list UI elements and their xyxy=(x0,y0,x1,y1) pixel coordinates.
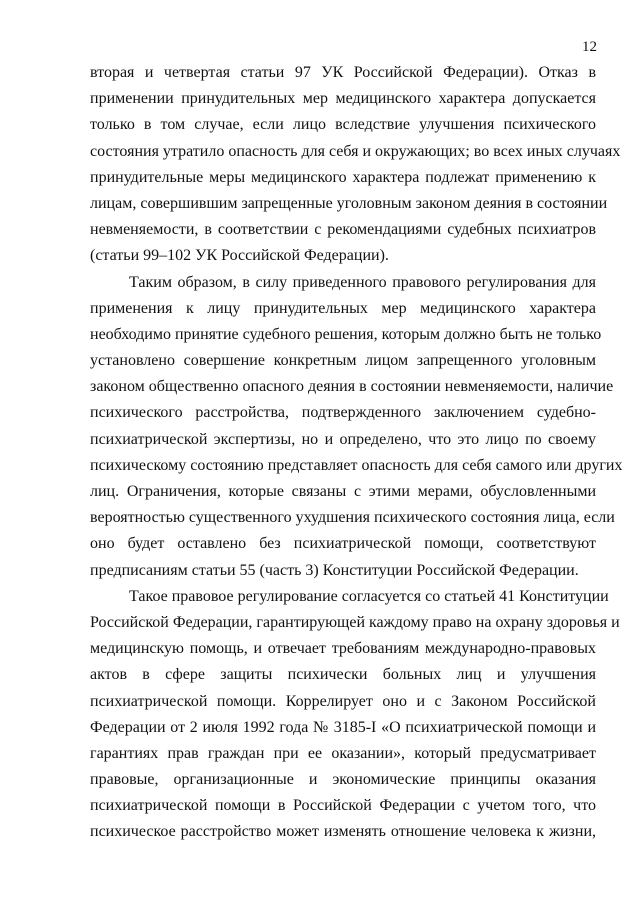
text-line: психиатрической помощи. Коррелирует оно и с Законом Российской xyxy=(90,692,596,710)
text-line: психическое расстройство может изменять отношение человека к жизни, xyxy=(90,823,596,841)
text-line: психического расстройства, подтвержденного заключением судебно- xyxy=(90,404,596,422)
paragraph-3 xyxy=(90,584,620,846)
text-line: предписаниям статьи 55 (часть 3) Конституции Российской Федерации. xyxy=(90,561,579,579)
paragraph-1 xyxy=(90,60,621,270)
text-line: оно будет оставлено без психиатрической помощи, соответствуют xyxy=(90,535,596,553)
text-line: невменяемости, в соответствии с рекомендациями судебных психиатров xyxy=(90,221,596,239)
text-line: вторая и четвертая статьи 97 УК Российской Федерации). Отказ в xyxy=(90,64,596,81)
text-line: медицинскую помощь, и отвечает требованиям международно-правовых xyxy=(90,640,596,658)
text-line: состояния утратило опасность для себя и окружающих; во всех иных случаях xyxy=(90,142,621,160)
text-line: Федерации от 2 июля 1992 года № 3185-I «О психиатрической помощи и xyxy=(90,718,596,736)
text-line: только в том случае, если лицо вследствие улучшения психического xyxy=(90,116,596,134)
page-number: 12 xyxy=(582,39,597,55)
text-line: психическому состоянию представляет опасность для себя самого или других xyxy=(90,456,623,474)
text-line: лицам, совершившим запрещенные уголовным законом деяния в состоянии xyxy=(90,194,608,212)
text-line: психиатрической экспертизы, но и определено, что это лицо по своему xyxy=(90,430,596,448)
body-text xyxy=(90,60,623,846)
text-line: психиатрической помощи в Российской Федерации с учетом того, что xyxy=(90,797,596,815)
text-line: вероятностью существенного ухудшения психического состояния лица, если xyxy=(90,509,615,527)
text-line: правовые, организационные и экономические принципы оказания xyxy=(90,771,596,789)
text-line: лиц. Ограничения, которые связаны с этими мерами, обусловленными xyxy=(90,483,596,500)
text-line: (статьи 99–102 УК Российской Федерации). xyxy=(90,247,389,265)
text-line: Такое правовое регулирование согласуется со статьей 41 Конституции xyxy=(129,587,609,605)
text-line: необходимо принятие судебного решения, которым должно быть не только xyxy=(90,325,602,343)
text-line: применения к лицу принудительных мер медицинского характера xyxy=(90,299,596,317)
text-line: установлено совершение конкретным лицом запрещенного уголовным xyxy=(90,352,596,370)
text-line: принудительные меры медицинского характера подлежат применению к xyxy=(90,168,596,186)
text-line: актов в сфере защиты психически больных лиц и улучшения xyxy=(90,666,596,684)
text-line: Таким образом, в силу приведенного правового регулирования для xyxy=(129,273,596,291)
text-line: Российской Федерации, гарантирующей каждому право на охрану здоровья и xyxy=(90,613,620,631)
text-line: законом общественно опасного деяния в состоянии невменяемости, наличие xyxy=(90,378,614,396)
text-line: применении принудительных мер медицинского характера допускается xyxy=(90,90,596,108)
paragraph-2 xyxy=(90,270,623,584)
text-line: гарантиях прав граждан при ее оказании», который предусматривает xyxy=(90,744,596,762)
